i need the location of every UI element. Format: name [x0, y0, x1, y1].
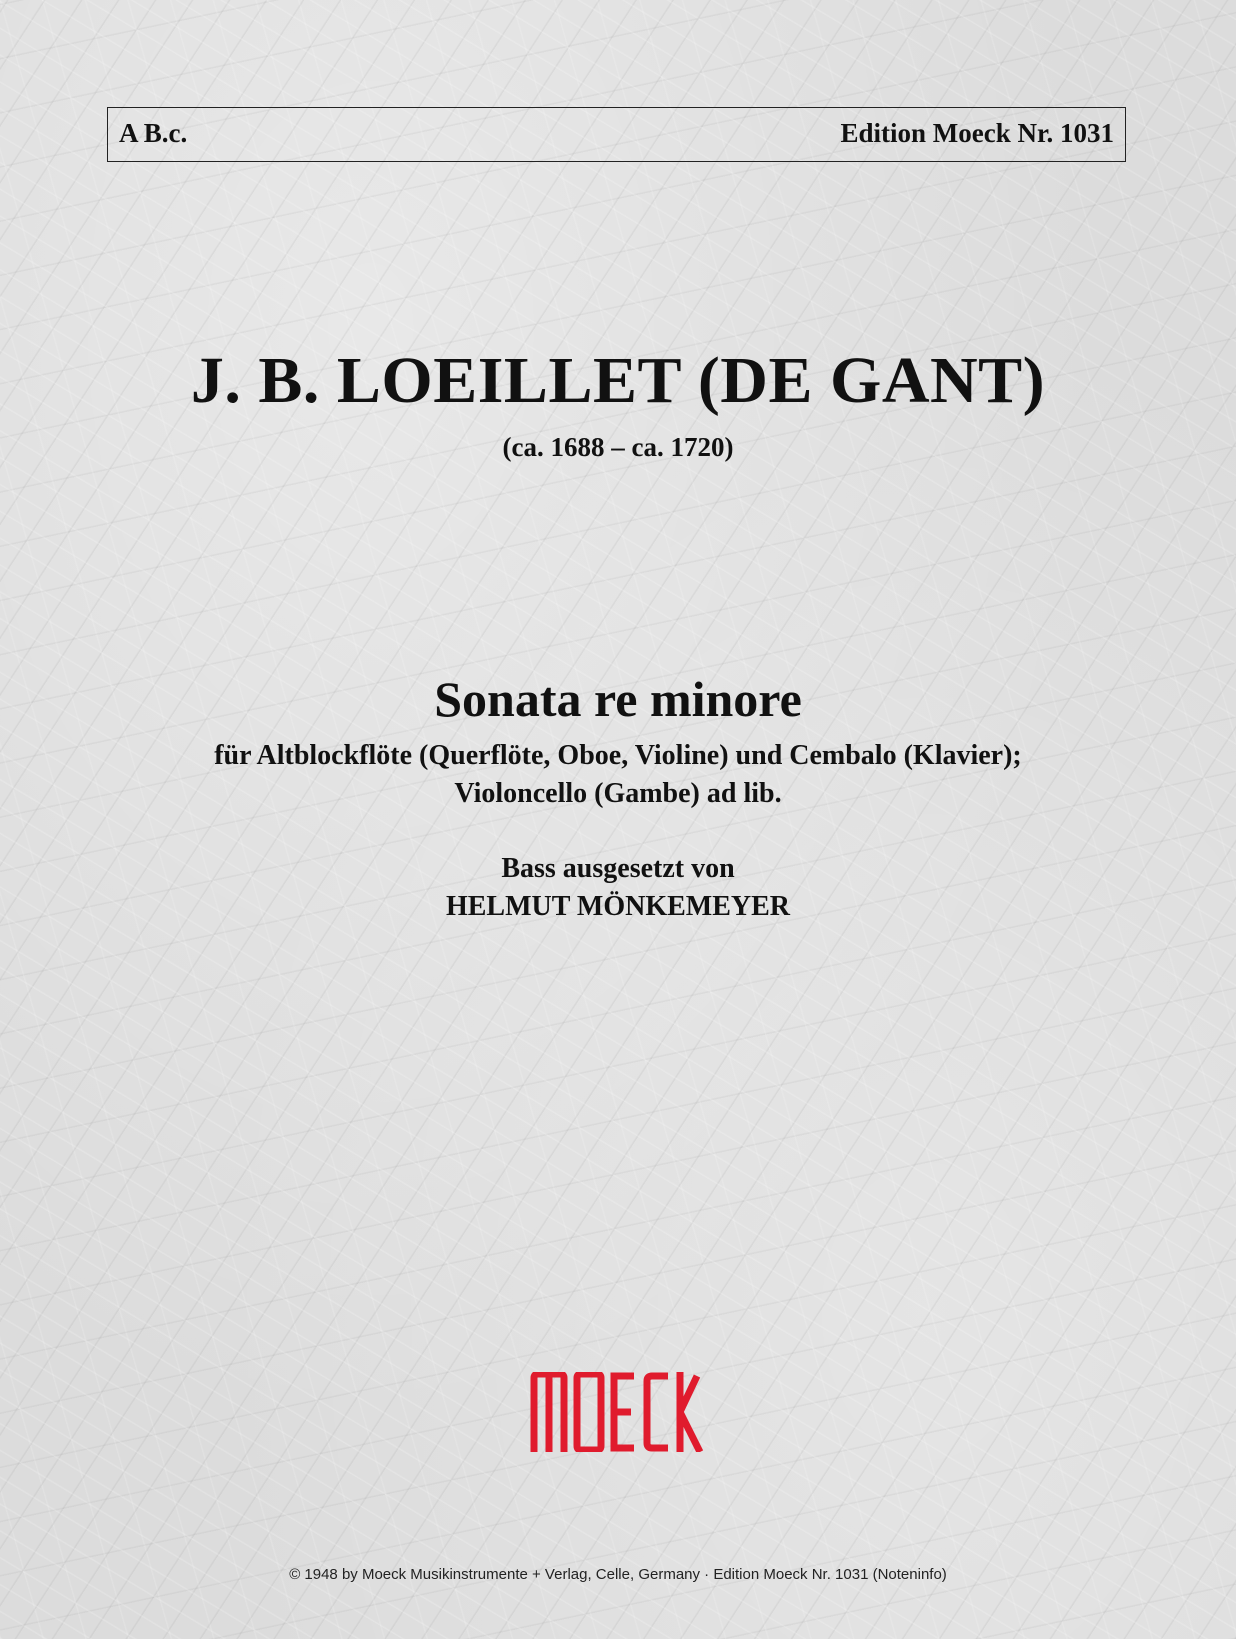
copyright-notice: © 1948 by Moeck Musikinstrumente + Verlag, Celle, Germany · Edition Moeck Nr. 1031 (Noteninfo) — [289, 1566, 947, 1583]
moeck-logo — [530, 1372, 705, 1452]
composer-dates: (ca. 1688 – ca. 1720) — [502, 432, 734, 462]
edition-number: Edition Moeck Nr. 1031 — [840, 118, 1114, 148]
work-title: Sonata re minore — [434, 671, 802, 727]
arranger-name: HELMUT MÖNKEMEYER — [445, 891, 791, 922]
instrumentation-code: A B.c. — [119, 118, 188, 148]
arrangement-label: Bass ausgesetzt von — [501, 853, 735, 884]
edition-header-box — [107, 107, 1126, 162]
instrumentation-line-2: Violoncello (Gambe) ad lib. — [454, 778, 782, 809]
composer-name: J. B. LOEILLET (DE GANT) — [190, 344, 1046, 417]
instrumentation-line-1: für Altblockflöte (Querflöte, Oboe, Violine) und Cembalo (Klavier); — [214, 740, 1022, 771]
